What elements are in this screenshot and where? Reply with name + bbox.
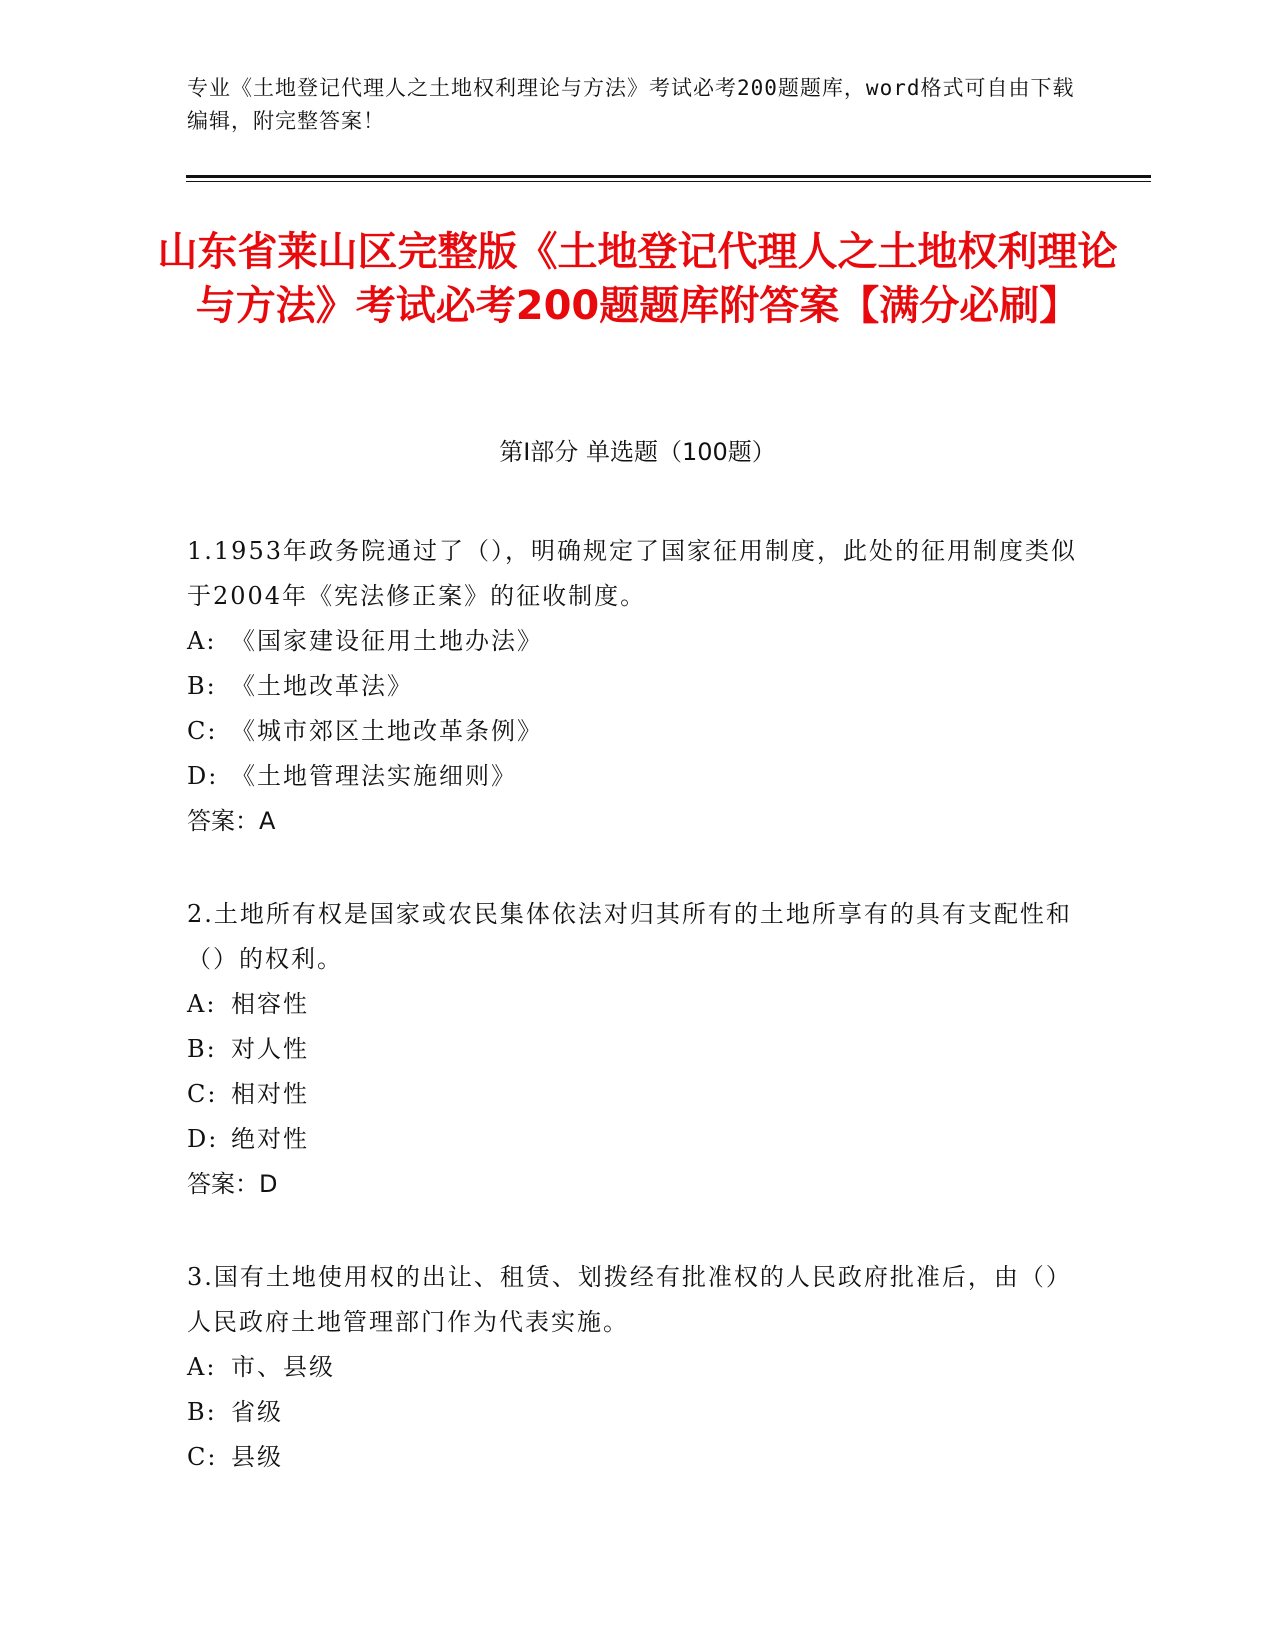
question-stem: 2.土地所有权是国家或农民集体依法对归其所有的土地所享有的具有支配性和（）的权利。 <box>187 900 1072 973</box>
option-key: D: <box>187 1125 219 1153</box>
answer: 答案：A <box>187 807 276 835</box>
option-key: C: <box>187 717 218 745</box>
option-key: B: <box>187 672 217 700</box>
question-1 <box>187 529 1087 844</box>
option-a <box>187 1345 1087 1390</box>
option-key: D: <box>187 762 219 790</box>
option-c <box>187 1435 1087 1480</box>
option-d <box>187 754 1087 799</box>
option-key: C: <box>187 1080 218 1108</box>
option-text: 省级 <box>231 1398 283 1426</box>
answer: 答案：D <box>187 1170 278 1198</box>
option-text: 相容性 <box>231 990 309 1018</box>
question-2 <box>187 892 1087 1207</box>
option-key: A: <box>187 1353 217 1381</box>
option-a <box>187 982 1087 1027</box>
option-text: 市、县级 <box>231 1353 335 1381</box>
option-text: 县级 <box>231 1443 283 1471</box>
option-text: 对人性 <box>231 1035 309 1063</box>
option-b <box>187 664 1087 709</box>
option-text: 《国家建设征用土地办法》 <box>231 627 543 655</box>
option-b <box>187 1390 1087 1435</box>
option-text: 《土地管理法实施细则》 <box>231 762 517 790</box>
option-text: 《土地改革法》 <box>231 672 413 700</box>
header-divider-thin <box>186 181 1151 182</box>
option-a <box>187 619 1087 664</box>
option-key: B: <box>187 1398 217 1426</box>
option-text: 绝对性 <box>231 1125 309 1153</box>
document-title: 山东省莱山区完整版《土地登记代理人之土地权利理论与方法》考试必考200题题库附答案【满分必刷】 <box>157 229 1118 329</box>
option-c <box>187 709 1087 754</box>
question-stem: 3.国有土地使用权的出让、租赁、划拨经有批准权的人民政府批准后，由（）人民政府土地管理部门作为代表实施。 <box>187 1263 1072 1336</box>
question-3 <box>187 1255 1087 1480</box>
header-intro: 专业《土地登记代理人之土地权利理论与方法》考试必考200题题库，word格式可自由下载编辑，附完整答案！ <box>187 76 1075 133</box>
option-key: A: <box>187 627 217 655</box>
option-c <box>187 1072 1087 1117</box>
header-divider <box>186 175 1151 178</box>
option-key: A: <box>187 990 217 1018</box>
option-key: C: <box>187 1443 218 1471</box>
question-stem: 1.1953年政务院通过了（），明确规定了国家征用制度，此处的征用制度类似于2004年《宪法修正案》的征收制度。 <box>187 537 1077 610</box>
option-d <box>187 1117 1087 1162</box>
option-key: B: <box>187 1035 217 1063</box>
section-heading: 第Ⅰ部分 单选题（100题） <box>499 438 776 466</box>
option-text: 《城市郊区土地改革条例》 <box>231 717 543 745</box>
option-b <box>187 1027 1087 1072</box>
option-text: 相对性 <box>231 1080 309 1108</box>
